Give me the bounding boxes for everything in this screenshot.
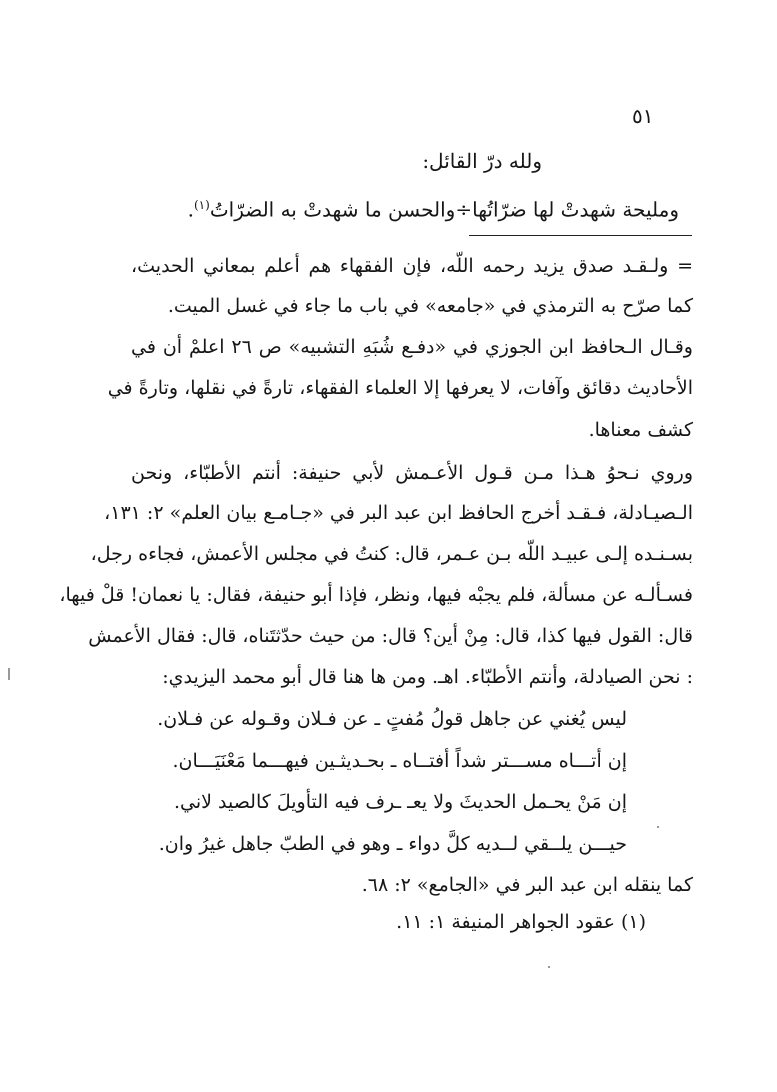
verse-line bbox=[188, 190, 679, 225]
body-line: كما صرّح به الترمذي في «جامعه» في باب ما جاء في غسل الميت. bbox=[167, 295, 693, 317]
body-line: وروي نـحوُ هـذا مـن قـول الأعـمش لأبي حنيفة: أنتم الأطبّاء، ونحن bbox=[131, 462, 693, 484]
verse-period: . bbox=[187, 197, 194, 222]
body-line: : نحن الصيادلة، وأنتم الأطبّاء. اهـ. ومن ها هنا قال أبو محمد اليزيدي: bbox=[162, 666, 693, 688]
body-line: وقـال الـحافظ ابن الجوزي في «دفـع شُبَهِ التشبيه» ص ٢٦ اعلمْ أن في bbox=[131, 336, 693, 358]
body-line: = ولـقـد صدق يزيد رحمه اللّه، فإن الفقهاء هم أعلم بمعاني الحديث، bbox=[131, 255, 693, 277]
body-line: الأحاديث دقائق وآفات، لا يعرفها إلا العلماء الفقهاء، تارةً في نقلها، وتارةً في bbox=[107, 377, 693, 399]
body-line: كشف معناها. bbox=[588, 419, 693, 441]
poem-verse: إن أتـــاه مســـتر شداً أفتــاه ـ بحـديثـين فيهـــما مَعْنَيَـــان. bbox=[172, 750, 627, 772]
body-line: فسـألـه عن مسألة، فلم يجبْه فيها، ونظر، فإذا أبو حنيفة، فقال: يا نعمان! قلْ فيها، bbox=[59, 584, 693, 606]
speck bbox=[548, 966, 550, 968]
body-line: قال: القول فيها كذا، قال: مِنْ أين؟ قال: من حيث حدّثتَناه، قال: فقال الأعمش bbox=[88, 625, 693, 647]
margin-mark bbox=[8, 668, 10, 680]
body-line: بسـنـده إلـى عبيـد اللّه بـن عـمر، قال: كنتُ في مجلس الأعمش، فجاءه رجل، bbox=[90, 543, 693, 565]
poem-verse: ليس يُغني عن جاهل قولُ مُفتٍ ـ عن فـلان وقـوله عن فـلان. bbox=[157, 708, 627, 730]
poem-verse: إن مَنْ يحـمل الحديثَ ولا يعـ ـرف فيه التأويلَ كالصيد لاني. bbox=[173, 791, 627, 813]
body-line: الـصيـادلة، فـقـد أخرج الحافظ ابن عبد البر في «جـامـع بيان العلم» ٢: ١٣١، bbox=[104, 502, 693, 524]
footnote: (١) عقود الجواهر المنيفة ١: ١١. bbox=[396, 911, 646, 933]
page-number: ٥١ bbox=[632, 104, 654, 128]
body-line: كما ينقله ابن عبد البر في «الجامع» ٢: ٦٨. bbox=[361, 874, 693, 896]
intro-line: ولله درّ القائل: bbox=[422, 149, 542, 173]
footnote-ref: (١) bbox=[193, 198, 210, 212]
poem-verse: حيـــن يلــقي لــديه كلَّ دواء ـ وهو في الطبّ جاهل غيرُ وان. bbox=[158, 833, 627, 855]
footnote-separator-rule bbox=[469, 235, 692, 236]
speck bbox=[657, 826, 659, 828]
verse-text: ومليحة شهدتْ لها ضرّاتُها÷والحسن ما شهدتْ به الضرّاتُ bbox=[209, 197, 679, 222]
